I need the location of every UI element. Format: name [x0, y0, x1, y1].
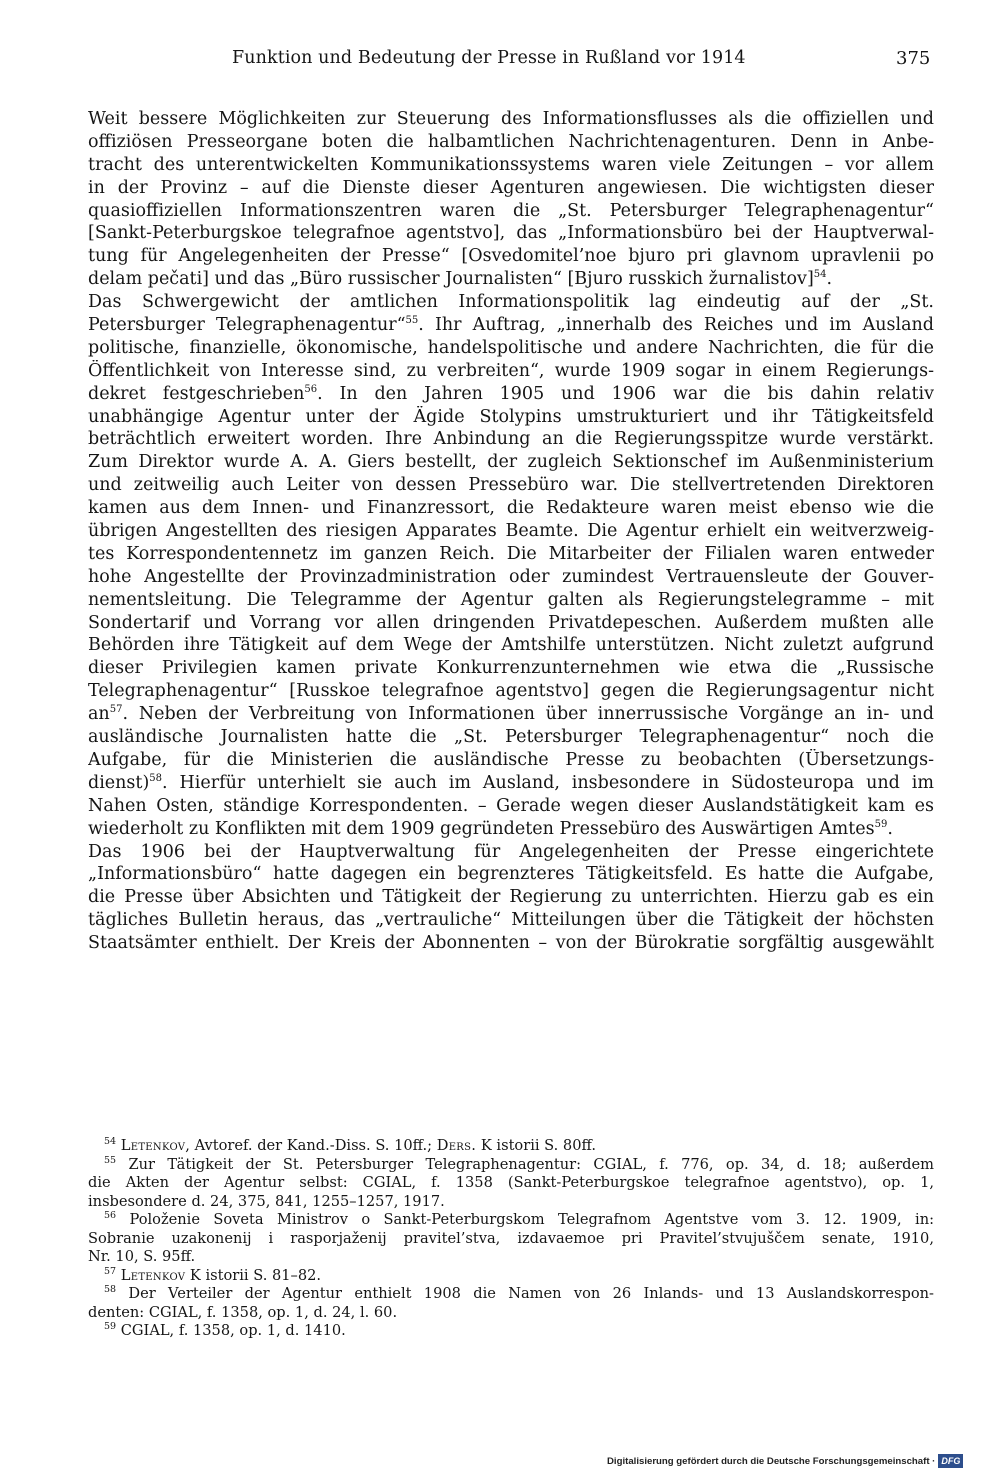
body-line: in der Provinz – auf die Dienste dieser Agenturen angewiesen. Die wichtigsten dieser: [88, 177, 934, 198]
body-line: quasioffiziellen Informationszentren waren die „St. Petersburger Telegraphenagentur“: [88, 200, 934, 221]
body-line: Das Schwergewicht der amtlichen Informationspolitik lag eindeutig auf der „St.: [88, 292, 934, 313]
body-line: Behörden ihre Tätigkeit auf dem Wege der Amtshilfe unterstützen. Nicht zuletzt aufgrund: [88, 635, 934, 656]
body-line: Telegraphenagentur“ [Russkoe telegrafnoe agentstvo] gegen die Regierungsagentur nicht: [88, 681, 934, 702]
body-line: politische, finanzielle, ökonomische, handelspolitische und andere Nachrichten, die für die: [88, 337, 934, 358]
running-head: [0, 48, 1000, 78]
footnote-number: 56: [104, 1211, 117, 1222]
footnote-58: $^{58}$ Der Verteiler der Agentur enthielt 1908 die Namen von 26 Inlands- und 13 Auslandskorrespon-: [104, 1285, 934, 1302]
body-line: tes Korrespondentennetz im ganzen Reich. Die Mitarbeiter der Filialen waren entweder: [88, 543, 934, 564]
body-line: übrigen Angestellten des riesigen Apparates Beamte. Die Agentur erhielt ein weitverzweig-: [88, 521, 934, 542]
body-line: Zum Direktor wurde A. A. Giers bestellt, der zugleich Sektionschef im Außenministerium: [88, 452, 934, 473]
body-line: nementsleitung. Die Telegramme der Agentur galten als Regierungstelegramme – mit: [88, 589, 934, 610]
body-line: tung für Angelegenheiten der Presse“ [Osvedomitel’noe bjuro pri glavnom upravlenii po: [88, 246, 934, 267]
body-line: ausländische Journalisten hatte die „St. Petersburger Telegraphenagentur“ noch die: [88, 727, 934, 748]
body-line: Sondertarif und Vorrang vor allen dringenden Privatdepeschen. Außerdem mußten alle: [88, 612, 934, 633]
footnotes: [88, 1137, 934, 1341]
footnote-line: die Akten der Agentur selbst: CGIAL, f. 1358 (Sankt-Peterburgskoe telegrafnoe agentstvo), op. 1,: [88, 1174, 934, 1191]
body-line: Öffentlichkeit von Interesse sind, zu verbreiten“, wurde 1909 sogar in einem Regierungs-: [88, 360, 934, 381]
body-line: Aufgabe, für die Ministerien die ausländische Presse zu beobachten (Übersetzungs-: [88, 749, 934, 770]
footnote-54: $^{54}$ Letenkov, Avtoref. der Kand.-Diss. S. 10ff.; Ders. K istorii S. 80ff.: [104, 1137, 596, 1154]
footnote-ref-59[interactable]: 59: [874, 818, 888, 830]
footnote-ref-55[interactable]: 55: [405, 315, 419, 327]
footnote-line: denten: CGIAL, f. 1358, op. 1, d. 24, l. 60.: [88, 1303, 398, 1321]
body-line: Staatsämter enthielt. Der Kreis der Abonnenten – von der Bürokratie sorgfältig ausgewählt: [88, 933, 934, 954]
footnote-line: insbesondere d. 24, 375, 841, 1255–1257, 1917.: [88, 1192, 445, 1210]
body-line: dienst)$^{58}$. Hierfür unterhielt sie auch im Ausland, insbesondere in Südosteuropa und im: [88, 772, 934, 793]
footnote-line: Sobranie uzakonenij i rasporjaženij pravitel’stva, izdavaemoe pri Pravitel’stvujuščem senate, 1910,: [88, 1229, 934, 1247]
footnote-56: $^{56}$ Položenie Soveta Ministrov o Sankt-Peterburgskom Telegrafnom Agentstve vom 3. 12. 1909, in:: [104, 1211, 934, 1228]
body-line: $an^{57}$. Neben der Verbreitung von Informationen über innerrussische Vorgänge an in- und: [88, 704, 934, 725]
footnote-ref-57[interactable]: 57: [109, 704, 123, 716]
body-line: delam pečati] und das „Büro russischer Journalisten“ [Bjuro russkich žurnalistov]$^{54}$.: [88, 269, 833, 290]
body-line: offiziösen Presseorgane boten die halbamtlichen Nachrichtenagenturen. Denn in Anbe-: [88, 131, 934, 152]
credit-text: Digitalisierung gefördert durch die Deutsche Forschungsgemeinschaft ·: [607, 1456, 936, 1467]
body-line: dieser Privilegien kamen private Konkurrenzunternehmen wie etwa die „Russische: [88, 658, 934, 679]
body-line: Petersburger Telegraphenagentur“$^{55}$. Ihr Auftrag, „innerhalb des Reiches und im Ausland: [88, 315, 934, 336]
footnote-number: 59: [104, 1322, 117, 1333]
body-line: und zeitweilig auch Leiter von dessen Pressebüro war. Die stellvertretenden Direktoren: [88, 475, 934, 496]
body-line: Nahen Osten, ständige Korrespondenten. – Gerade wegen dieser Auslandstätigkeit kam es: [88, 795, 934, 816]
body-line: beträchtlich erweitert worden. Ihre Anbindung an die Regierungsspitze wurde verstärkt.: [88, 429, 934, 450]
footnote-line: Nr. 10, S. 95ff.: [88, 1248, 196, 1265]
footnote-number: 57: [104, 1266, 117, 1277]
body-line: die Presse über Absichten und Tätigkeit der Regierung zu unterrichten. Hierzu gab es ein: [88, 887, 934, 908]
body-line: tracht des unterentwickelten Kommunikationssystems waren viele Zeitungen – vor allem: [88, 154, 934, 175]
page-number: 375: [896, 48, 931, 69]
body-line: tägliches Bulletin heraus, das „vertrauliche“ Mitteilungen über die Tätigkeit der höchsten: [88, 910, 934, 931]
body-line: „Informationsbüro“ hatte dagegen ein begrenzteres Tätigkeitsfeld. Es hatte die Aufgabe,: [88, 864, 934, 885]
footnote-number: 58: [104, 1285, 117, 1296]
body-line: Weit bessere Möglichkeiten zur Steuerung des Informationsflusses als die offiziellen und: [88, 109, 934, 129]
footnote-55: $^{55}$ Zur Tätigkeit der St. Petersburger Telegraphenagentur: CGIAL, f. 776, op. 34, d. 18; außerdem: [104, 1155, 934, 1173]
body-line: dekret festgeschrieben$^{56}$. In den Jahren 1905 und 1906 war die bis dahin relativ: [88, 383, 934, 404]
body-line: Das 1906 bei der Hauptverwaltung für Angelegenheiten der Presse eingerichtete: [88, 841, 934, 862]
footnote-number: 55: [104, 1155, 117, 1166]
footnote-author: Letenkov: [120, 1137, 186, 1154]
body-line: kamen aus dem Innen- und Finanzressort, die Redakteure waren meist ebenso wie die: [88, 498, 934, 519]
dfg-logo: DFG: [938, 1454, 963, 1468]
body-text: [88, 108, 934, 955]
body-line: unabhängige Agentur unter der Ägide Stolypins umstrukturiert und ihr Tätigkeitsfeld: [88, 406, 934, 427]
body-line: wiederholt zu Konflikten mit dem 1909 gegründeten Pressebüro des Auswärtigen Amtes$^{59}$.: [88, 818, 893, 839]
footnote-59: $^{59}$ CGIAL, f. 1358, op. 1, d. 1410.: [104, 1322, 346, 1339]
footnote-number: 54: [104, 1137, 117, 1148]
body-line: [Sankt-Peterburgskoe telegrafnoe agentstvo], das „Informationsbüro bei der Hauptverwal-: [88, 223, 934, 244]
footnote-author: Letenkov: [120, 1266, 186, 1284]
footnote-author: Ders.: [436, 1137, 477, 1154]
footnote-ref-58[interactable]: 58: [149, 773, 163, 784]
footnote-57: $^{57}$ Letenkov K istorii S. 81–82.: [104, 1266, 322, 1284]
running-title: Funktion und Bedeutung der Presse in Rußland vor 1914: [232, 48, 746, 68]
body-line: hohe Angestellte der Provinzadministration oder zumindest Vertrauensleute der Gouver-: [88, 566, 934, 587]
digitization-credit: [607, 1453, 963, 1470]
footnote-ref-56[interactable]: 56: [304, 383, 318, 395]
footnote-ref-54[interactable]: 54: [813, 269, 827, 281]
